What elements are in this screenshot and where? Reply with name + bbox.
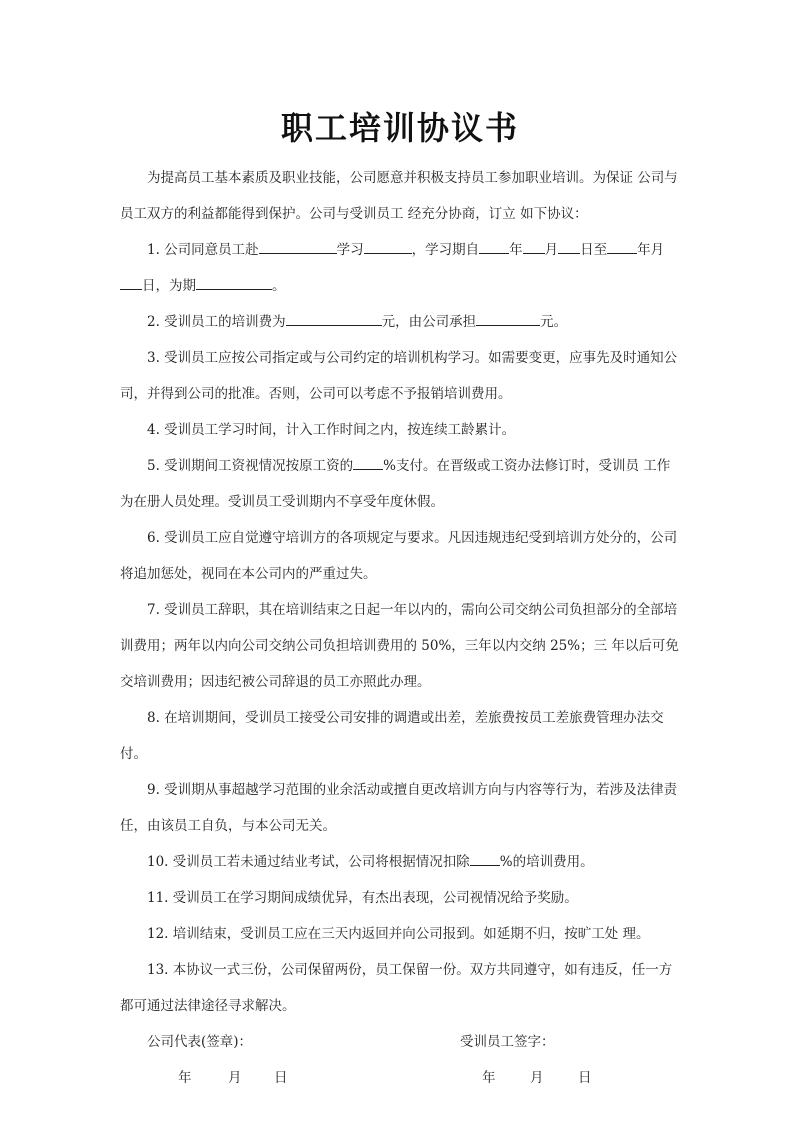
clause-1 <box>120 232 680 304</box>
blank-duration[interactable] <box>196 275 272 290</box>
clause-3: 3. 受训员工应按公司指定或与公司约定的培训机构学习。如需要变更，应事先及时通知公司，并得到公司的批准。否则，公司可以考虑不予报销培训费用。 <box>120 350 678 402</box>
blank-salary-percent[interactable] <box>353 455 383 470</box>
company-date-day: 日 <box>274 1070 288 1086</box>
blank-start-month[interactable] <box>523 239 545 254</box>
blank-training-place[interactable] <box>259 239 337 254</box>
clause-12: 12. 培训结束，受训员工应在三天内返回并向公司报到。如延期不归，按旷工处 理。 <box>147 926 650 942</box>
clause-5 <box>120 448 680 520</box>
clause-1-text: 。 <box>272 278 286 294</box>
clause-2 <box>120 304 680 340</box>
clause-10-text: 10. 受训员工若未通过结业考试，公司将根据情况扣除 <box>147 854 470 870</box>
blank-start-year[interactable] <box>479 239 509 254</box>
clause-1-text: 学习 <box>336 242 364 258</box>
clause-1-text: ，学习期自 <box>411 242 480 258</box>
clause-5-text: %支付。在晋级或工资办法修订时，受训员 工作为在册人员处理。受训员工受训期内不享受年度休假。 <box>120 458 671 510</box>
employee-date-month: 月 <box>530 1070 544 1086</box>
clause-2-text: 元，由公司承担 <box>381 314 477 330</box>
clause-2-text: 元。 <box>540 314 568 330</box>
clause-6: 6. 受训员工应自觉遵守培训方的各项规定与要求。凡因违规违纪受到培训方处分的，公司将追加惩处，视同在本公司内的严重过失。 <box>120 530 678 582</box>
clause-10 <box>120 844 680 880</box>
clause-1-text: 月 <box>544 242 559 258</box>
clause-13: 13. 本协议一式三份，公司保留两份，员工保留一份。双方共同遵守，如有违反，任一方都可通过法律途径寻求解决。 <box>120 962 673 1014</box>
clause-8: 8. 在培训期间，受训员工接受公司安排的调遣或出差，差旅费按员工差旅费管理办法交付。 <box>120 710 664 762</box>
clause-1-text: 1. 公司同意员工赴 <box>147 242 259 258</box>
clause-1-text: 日，为期 <box>142 278 196 294</box>
clause-2-text: 2. 受训员工的培训费为 <box>147 314 286 330</box>
clause-5-text: 5. 受训期间工资视情况按原工资的 <box>147 458 354 474</box>
blank-deduction-percent[interactable] <box>470 851 500 866</box>
blank-end-month[interactable] <box>120 275 142 290</box>
clause-7: 7. 受训员工辞职，其在培训结束之日起一年以内的，需向公司交纳公司负担部分的全部培训费用；两年以内向公司交纳公司负担培训费用的 50%，三年以内交纳 25%；三 年以后可免交培训费用；因违纪被公司辞退的员工亦照此办理。 <box>120 602 679 690</box>
clause-4: 4. 受训员工学习时间，计入工作时间之内，按连续工龄累计。 <box>147 422 516 438</box>
employee-signature-label[interactable]: 受训员工签字： <box>460 1034 555 1050</box>
company-signature-label[interactable]: 公司代表(签章)： <box>147 1034 253 1050</box>
blank-start-day[interactable] <box>558 239 580 254</box>
date-row <box>120 1060 680 1096</box>
clause-1-text: 月 <box>650 242 665 258</box>
clause-1-text: 年 <box>509 242 523 258</box>
employee-date-year: 年 <box>482 1070 496 1086</box>
clause-9: 9. 受训期从事超越学习范围的业余活动或擅自更改培训方向与内容等行为，若涉及法律责任，由该员工自负，与本公司无关。 <box>120 782 678 834</box>
employee-date-day: 日 <box>578 1070 592 1086</box>
blank-training-fee[interactable] <box>286 311 382 326</box>
clause-11: 11. 受训员工在学习期间成绩优异，有杰出表现，公司视情况给予奖励。 <box>147 890 578 906</box>
signature-row <box>120 1024 680 1060</box>
clause-1-text: 日至 <box>580 242 608 258</box>
clause-10-text: %的培训费用。 <box>499 854 594 870</box>
company-date-month: 月 <box>228 1070 242 1086</box>
blank-training-subject[interactable] <box>364 239 412 254</box>
blank-end-year[interactable] <box>607 239 637 254</box>
clause-1-text: 年 <box>637 242 651 258</box>
document-body <box>120 160 680 1096</box>
company-date-year: 年 <box>178 1070 192 1086</box>
blank-company-share[interactable] <box>476 311 540 326</box>
intro-paragraph: 为提高员工基本素质及职业技能，公司愿意并积极支持员工参加职业培训。为保证 公司与员工双方的利益都能得到保护。公司与受训员工 经充分协商，订立 如下协议： <box>120 170 678 222</box>
document-title: 职工培训协议书 <box>280 109 519 147</box>
